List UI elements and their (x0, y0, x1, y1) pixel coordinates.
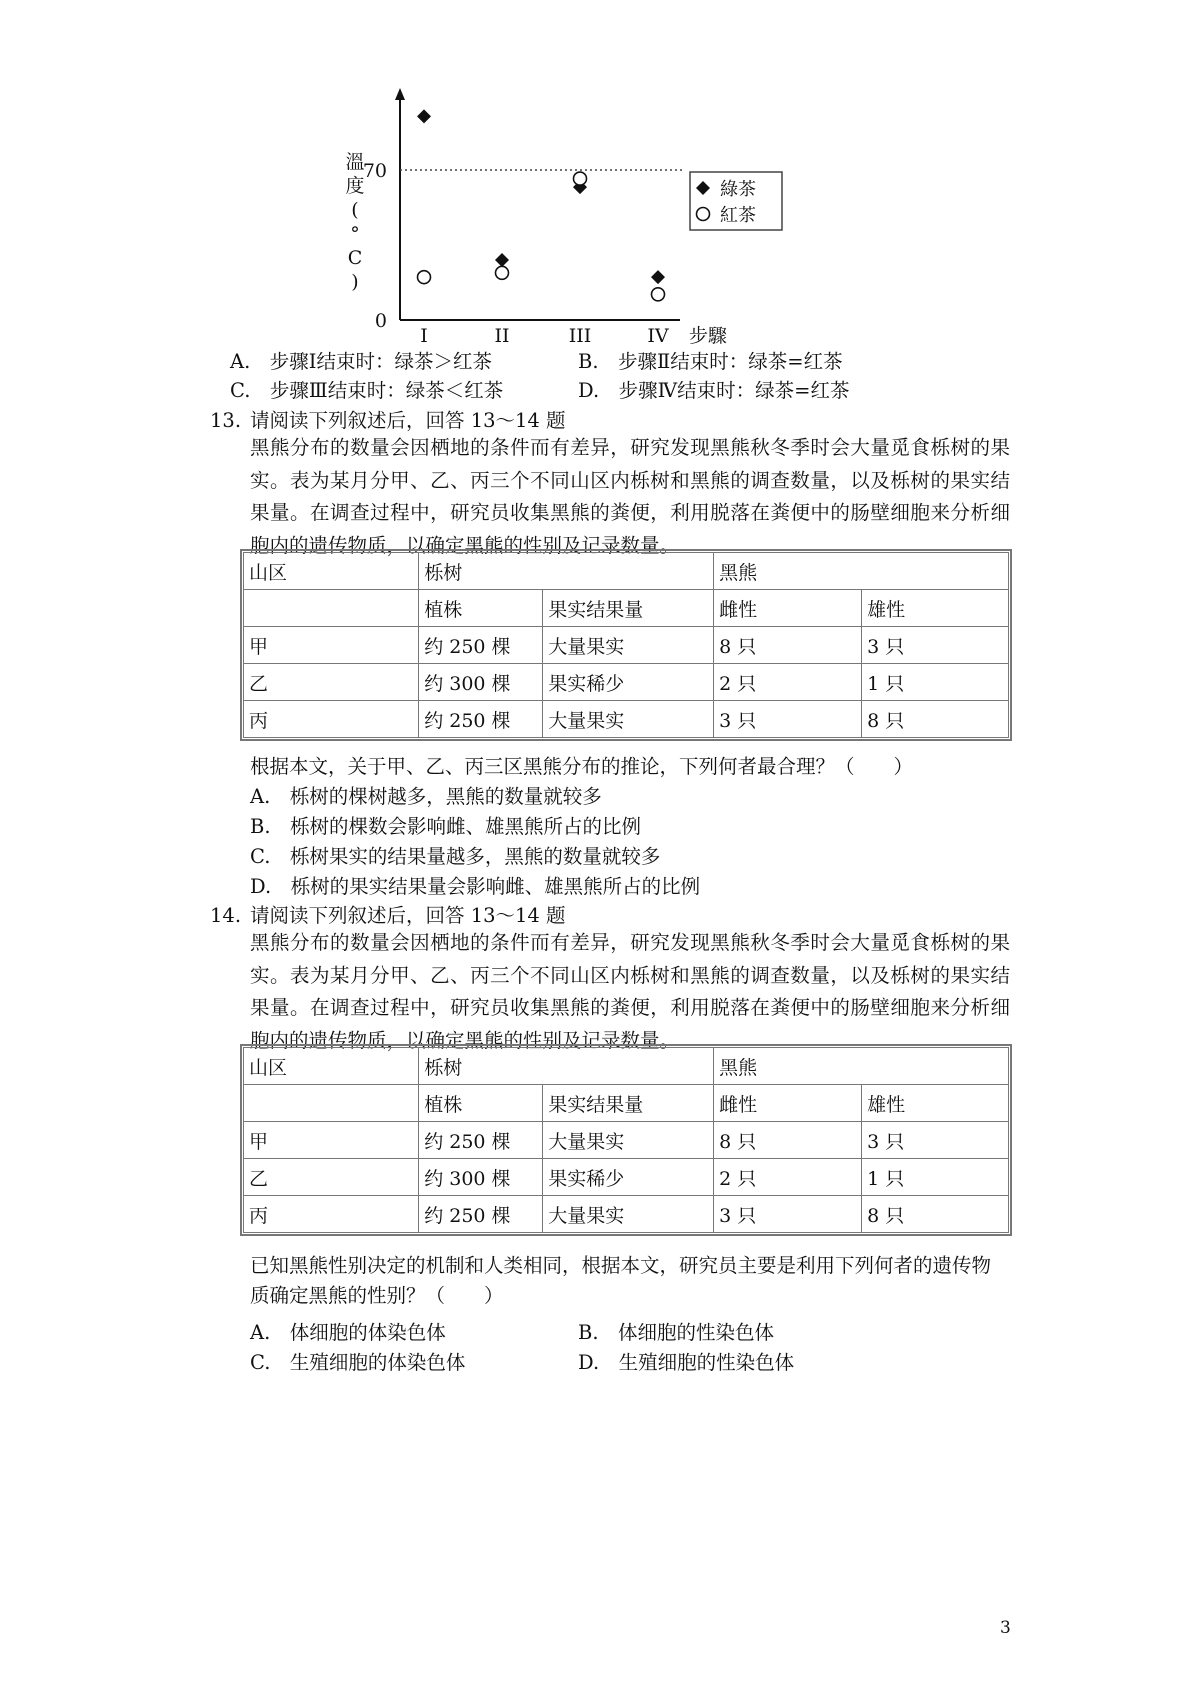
header-bear: 黑熊 (714, 1048, 1009, 1085)
header-empty (244, 1085, 419, 1122)
q12-option-a: A. 步骤Ⅰ结束时：绿茶＞红茶 (230, 350, 492, 373)
cell-plants: 约 250 棵 (419, 1122, 543, 1159)
q13-option-d: D. 栎树的果实结果量会影响雌、雄黑熊所占的比例 (250, 875, 701, 898)
cell-region: 丙 (244, 1196, 419, 1233)
header-male: 雄性 (862, 1085, 1009, 1122)
cell-female: 2 只 (714, 664, 862, 701)
table-row (244, 664, 1009, 701)
y-axis-arrow (395, 88, 405, 100)
q13-option-c: C. 栎树果实的结果量越多，黑熊的数量就较多 (250, 845, 661, 868)
cell-fruit: 大量果实 (543, 1196, 714, 1233)
header-fruit: 果实结果量 (543, 1085, 714, 1122)
header-female: 雌性 (714, 1085, 862, 1122)
survey-table-1 (243, 552, 1009, 738)
header-plants: 植株 (419, 590, 543, 627)
table-row (244, 1122, 1009, 1159)
cell-plants: 约 250 棵 (419, 627, 543, 664)
header-region: 山区 (244, 1048, 419, 1085)
q13-number: 13. (210, 409, 242, 432)
q12-option-b: B. 步骤Ⅱ结束时：绿茶=红茶 (578, 350, 843, 373)
table-subheader-row (244, 1085, 1009, 1122)
x-axis-label: 步驟 (688, 325, 728, 347)
q13-passage: 黑熊分布的数量会因栖地的条件而有差异，研究发现黑熊秋冬季时会大量觅食栎树的果实。表为某月分甲、乙、丙三个不同山区内栎树和黑熊的调查数量，以及栎树的果实结果量。在调查过程中，研究员收集黑熊的粪便，利用脱落在粪便中的肠壁细胞来分析细胞内的遗传物质，以确定黑熊的性别及记录数量。 (250, 436, 1010, 557)
table-row (244, 627, 1009, 664)
cell-female: 3 只 (714, 1196, 862, 1233)
cell-fruit: 果实稀少 (543, 664, 714, 701)
header-oak: 栎树 (419, 553, 714, 590)
q14-question: 已知黑熊性别决定的机制和人类相同，根据本文，研究员主要是利用下列何者的遗传物质确定黑熊的性别？（ ） (250, 1254, 992, 1307)
q14-passage: 黑熊分布的数量会因栖地的条件而有差异，研究发现黑熊秋冬季时会大量觅食栎树的果实。表为某月分甲、乙、丙三个不同山区内栎树和黑熊的调查数量，以及栎树的果实结果量。在调查过程中，研究员收集黑熊的粪便，利用脱落在粪便中的肠壁细胞来分析细胞内的遗传物质，以确定黑熊的性别及记录数量。 (250, 931, 1010, 1052)
cell-region: 乙 (244, 1159, 419, 1196)
legend-green-tea-label: 綠茶 (720, 179, 756, 200)
black-tea-point (418, 271, 431, 284)
q14-option-c: C. 生殖细胞的体染色体 (250, 1351, 466, 1374)
y-tick-70: 70 (362, 160, 387, 182)
cell-plants: 约 300 棵 (419, 1159, 543, 1196)
black-tea-point (574, 172, 587, 185)
x-tick-label-3: III (568, 325, 592, 347)
table-row (244, 701, 1009, 738)
cell-female: 8 只 (714, 1122, 862, 1159)
x-tick-label-2: II (494, 325, 510, 347)
x-tick-label-4: IV (647, 325, 669, 347)
header-female: 雌性 (714, 590, 862, 627)
cell-male: 8 只 (862, 1196, 1009, 1233)
header-oak: 栎树 (419, 1048, 714, 1085)
cell-male: 3 只 (862, 627, 1009, 664)
black-tea-point (652, 288, 665, 301)
cell-plants: 约 250 棵 (419, 1196, 543, 1233)
page-number: 3 (1000, 1618, 1011, 1638)
green-tea-point (651, 270, 665, 284)
y-tick-0: 0 (374, 310, 387, 332)
header-region: 山区 (244, 553, 419, 590)
cell-male: 8 只 (862, 701, 1009, 738)
header-empty (244, 590, 419, 627)
header-male: 雄性 (862, 590, 1009, 627)
cell-female: 2 只 (714, 1159, 862, 1196)
cell-region: 甲 (244, 627, 419, 664)
cell-plants: 约 250 棵 (419, 701, 543, 738)
cell-region: 丙 (244, 701, 419, 738)
q14-option-d: D. 生殖细胞的性染色体 (578, 1351, 795, 1374)
cell-female: 8 只 (714, 627, 862, 664)
cell-fruit: 大量果实 (543, 627, 714, 664)
cell-male: 1 只 (862, 1159, 1009, 1196)
black-tea-point (496, 266, 509, 279)
survey-table-2 (243, 1047, 1009, 1233)
header-plants: 植株 (419, 1085, 543, 1122)
table-subheader-row (244, 590, 1009, 627)
temperature-chart (340, 80, 820, 375)
q12-option-d: D. 步骤Ⅳ结束时：绿茶=红茶 (578, 379, 850, 402)
legend-black-tea-marker (697, 208, 710, 221)
q14-number: 14. (210, 904, 242, 927)
cell-fruit: 大量果实 (543, 701, 714, 738)
cell-plants: 约 300 棵 (419, 664, 543, 701)
cell-male: 1 只 (862, 664, 1009, 701)
table-row (244, 1159, 1009, 1196)
q14-option-a: A. 体细胞的体染色体 (250, 1321, 446, 1344)
legend-black-tea-label: 紅茶 (720, 205, 756, 226)
cell-fruit: 果实稀少 (543, 1159, 714, 1196)
x-tick-label-1: I (420, 325, 428, 347)
data-markers (417, 109, 665, 300)
table-header-row (244, 1048, 1009, 1085)
green-tea-point (417, 109, 431, 123)
cell-fruit: 大量果实 (543, 1122, 714, 1159)
q13-intro: 请阅读下列叙述后，回答 13～14 题 (250, 409, 566, 432)
table-header-row (244, 553, 1009, 590)
q12-option-c: C. 步骤Ⅲ结束时：绿茶＜红茶 (230, 379, 504, 402)
header-bear: 黑熊 (714, 553, 1009, 590)
cell-region: 甲 (244, 1122, 419, 1159)
q13-question: 根据本文，关于甲、乙、丙三区黑熊分布的推论，下列何者最合理？（ ） (250, 755, 914, 778)
table-row (244, 1196, 1009, 1233)
q14-intro: 请阅读下列叙述后，回答 13～14 题 (250, 904, 566, 927)
header-fruit: 果实结果量 (543, 590, 714, 627)
cell-male: 3 只 (862, 1122, 1009, 1159)
y-axis-label: 溫度( ° C ) (345, 151, 365, 293)
q13-option-b: B. 栎树的棵数会影响雌、雄黑熊所占的比例 (250, 815, 642, 838)
cell-region: 乙 (244, 664, 419, 701)
green-tea-point (495, 253, 509, 267)
q14-option-b: B. 体细胞的性染色体 (578, 1321, 775, 1344)
q13-option-a: A. 栎树的棵树越多，黑熊的数量就较多 (250, 785, 602, 808)
cell-female: 3 只 (714, 701, 862, 738)
